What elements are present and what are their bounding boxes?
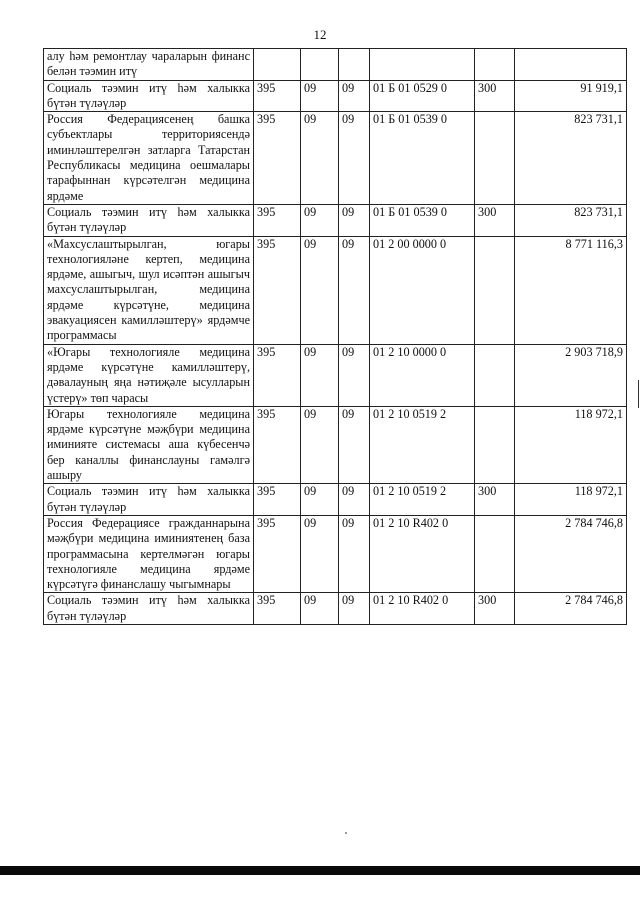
row-expense-type-code [475,236,515,344]
row-expense-type-code [475,112,515,205]
row-subsection-code: 09 [339,112,370,205]
row-subsection-code [339,49,370,81]
row-ministry-code: 395 [254,593,301,625]
table-row [44,204,627,236]
row-expense-type-code [475,406,515,483]
row-target-article-code: 01 2 10 0000 0 [370,344,475,406]
row-ministry-code: 395 [254,204,301,236]
row-target-article-code: 01 Б 01 0529 0 [370,80,475,112]
row-ministry-code: 395 [254,80,301,112]
row-section-code: 09 [301,484,339,516]
table-row [44,406,627,483]
row-section-code: 09 [301,204,339,236]
table-row [44,236,627,344]
row-expense-type-code: 300 [475,593,515,625]
row-name: Россия Федерациясе гражданнарына мәҗбүри медицина иминиятенең база программасына кертелмәгән югары технологияле медицина ярдәме күрсәтүгә финанслашу чыгымнары [44,515,254,592]
row-target-article-code: 01 2 10 R402 0 [370,593,475,625]
row-amount: 8 771 116,3 [515,236,627,344]
row-section-code: 09 [301,515,339,592]
row-section-code: 09 [301,236,339,344]
row-expense-type-code [475,515,515,592]
row-target-article-code: 01 2 10 R402 0 [370,515,475,592]
row-amount [515,49,627,81]
row-name: Социаль тәэмин итү һәм халыкка бүтән түләүләр [44,593,254,625]
row-name: «Махсуслаштырылган, югары технологияләне кертеп, медицина ярдәме, ашыгыч, шул исәптән ашыгыч махсуслаштырылган, медицина ярдәме күрсәтүне, медицина эвакуациясен камилләштерү» ярдәмче программасы [44,236,254,344]
table-row [44,593,627,625]
row-amount: 91 919,1 [515,80,627,112]
row-ministry-code: 395 [254,484,301,516]
row-subsection-code: 09 [339,406,370,483]
row-expense-type-code: 300 [475,204,515,236]
row-amount: 118 972,1 [515,484,627,516]
row-name: Россия Федерациясенең башка субъектлары территориясендә иминләштерелгән затларга Татарстан Республикасы медицина оешмалары тарафыннан күрсәтелгән медицина ярдәме [44,112,254,205]
table-row [44,344,627,406]
budget-table [43,48,627,625]
scan-edge-mark [638,380,639,408]
row-section-code: 09 [301,112,339,205]
scan-speck [345,832,347,834]
row-subsection-code: 09 [339,80,370,112]
row-target-article-code: 01 2 10 0519 2 [370,406,475,483]
row-expense-type-code: 300 [475,484,515,516]
table-row [44,112,627,205]
row-section-code [301,49,339,81]
budget-table-body [44,49,627,625]
row-ministry-code: 395 [254,406,301,483]
row-section-code: 09 [301,80,339,112]
row-subsection-code: 09 [339,344,370,406]
row-ministry-code: 395 [254,112,301,205]
row-amount: 2 784 746,8 [515,515,627,592]
row-target-article-code [370,49,475,81]
row-ministry-code [254,49,301,81]
table-row [44,484,627,516]
row-subsection-code: 09 [339,204,370,236]
row-amount: 118 972,1 [515,406,627,483]
row-name: алу һәм ремонтлау чараларын финанс белән тәэмин итү [44,49,254,81]
row-name: Югары технологияле медицина ярдәме күрсәтүне мәҗбүри медицина иминияте системасы аша күбесенчә бер каналлы финанслауны гамәлгә ашыру [44,406,254,483]
row-ministry-code: 395 [254,236,301,344]
row-expense-type-code [475,344,515,406]
row-name: Социаль тәэмин итү һәм халыкка бүтән түләүләр [44,204,254,236]
row-expense-type-code [475,49,515,81]
row-name: «Югары технологияле медицина ярдәме күрсәтүне камилләштерү, дәвалауның яңа нәтиҗәле ысулларын үстерү» төп чарасы [44,344,254,406]
row-amount: 823 731,1 [515,204,627,236]
row-amount: 2 903 718,9 [515,344,627,406]
row-name: Социаль тәэмин итү һәм халыкка бүтән түләүләр [44,80,254,112]
row-subsection-code: 09 [339,593,370,625]
table-row [44,49,627,81]
row-target-article-code: 01 Б 01 0539 0 [370,204,475,236]
row-section-code: 09 [301,344,339,406]
table-row [44,515,627,592]
row-name: Социаль тәэмин итү һәм халыкка бүтән түләүләр [44,484,254,516]
row-target-article-code: 01 2 00 0000 0 [370,236,475,344]
row-subsection-code: 09 [339,236,370,344]
row-expense-type-code: 300 [475,80,515,112]
row-section-code: 09 [301,593,339,625]
row-ministry-code: 395 [254,515,301,592]
page-number: 12 [313,27,327,42]
row-target-article-code: 01 2 10 0519 2 [370,484,475,516]
row-subsection-code: 09 [339,515,370,592]
row-amount: 2 784 746,8 [515,593,627,625]
row-amount: 823 731,1 [515,112,627,205]
table-row [44,80,627,112]
row-subsection-code: 09 [339,484,370,516]
row-ministry-code: 395 [254,344,301,406]
row-section-code: 09 [301,406,339,483]
row-target-article-code: 01 Б 01 0539 0 [370,112,475,205]
scan-bottom-bar [0,866,640,875]
